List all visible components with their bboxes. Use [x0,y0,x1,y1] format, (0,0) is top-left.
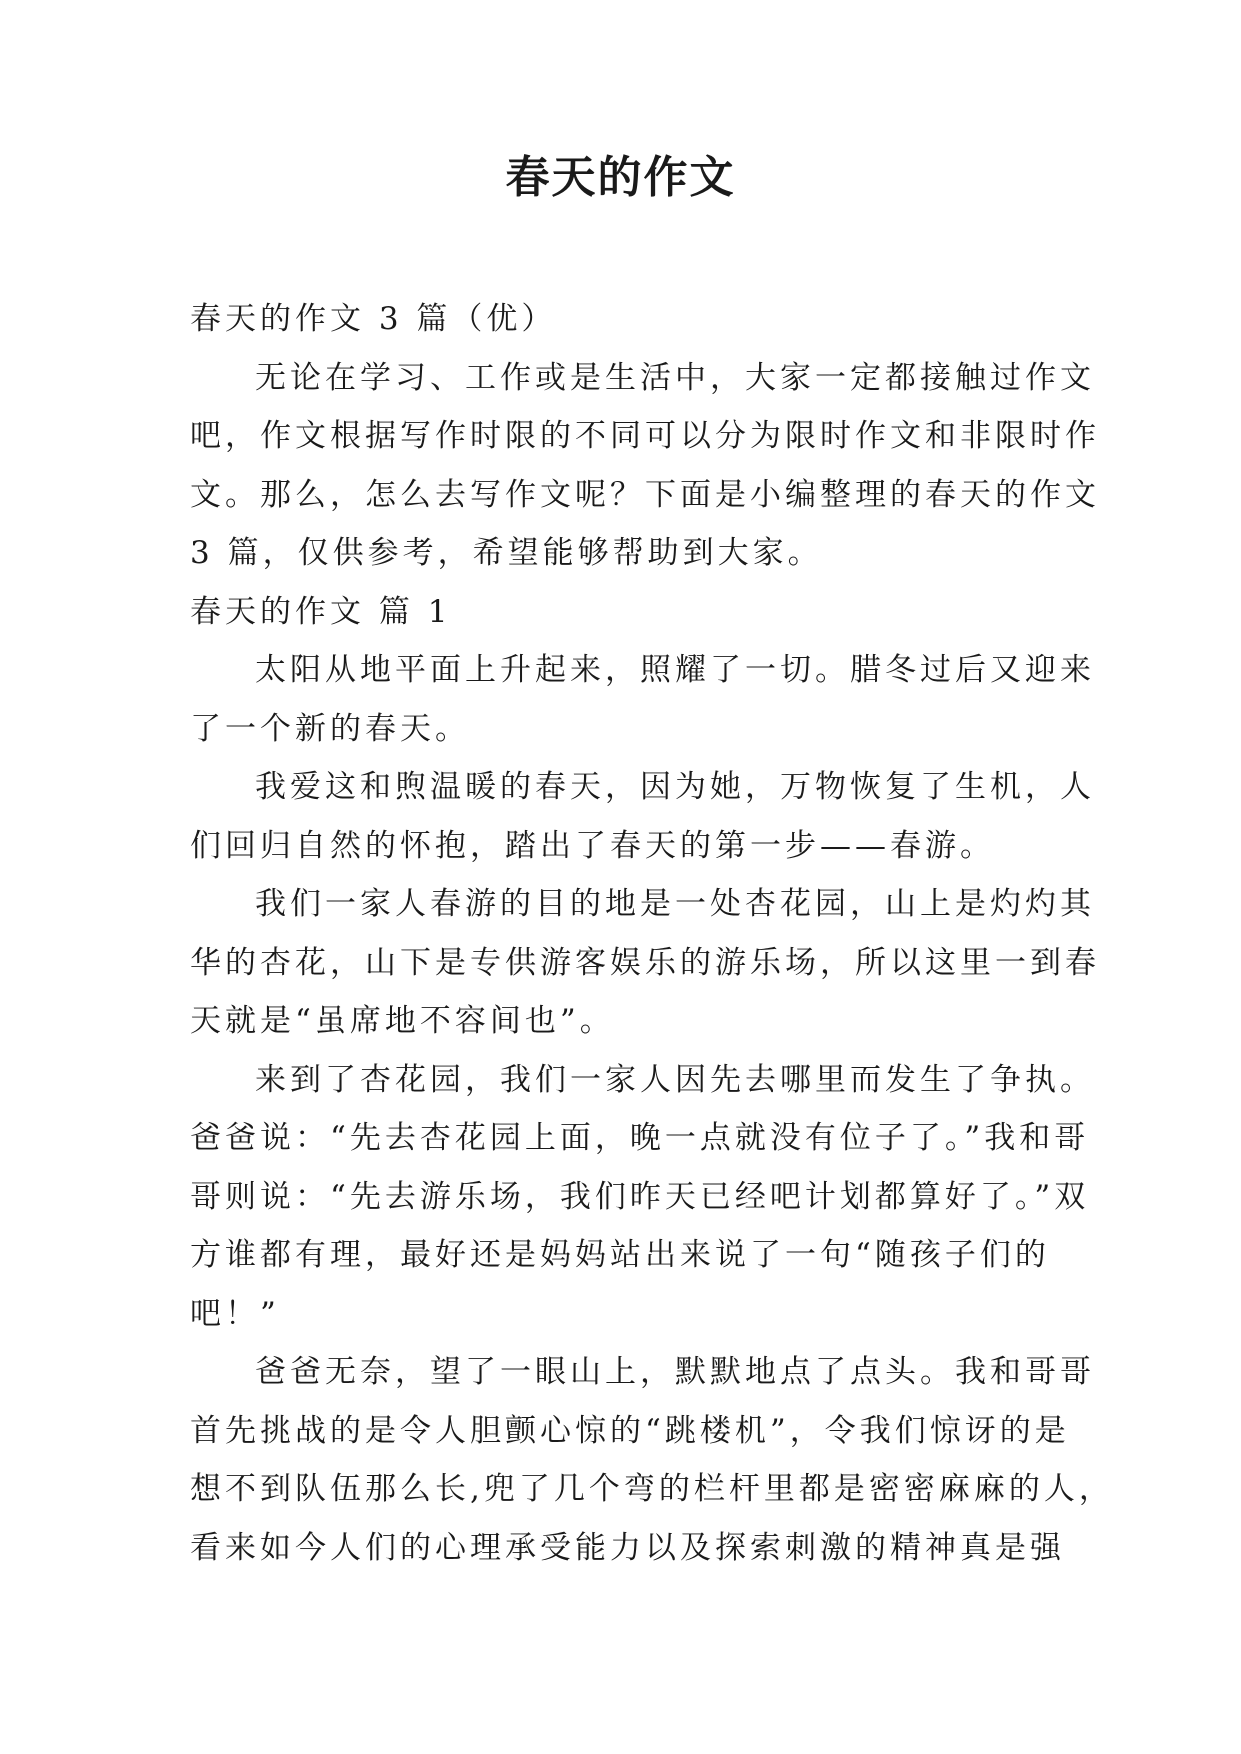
text-line: 来到了杏花园，我们一家人因先去哪里而发生了争执。 [255,1061,1095,1098]
text-line: 文。那么，怎么去写作文呢？下面是小编整理的春天的作文 [190,476,1100,513]
text-line: 爸爸无奈，望了一眼山上，默默地点了点头。我和哥哥 [255,1354,1095,1390]
text-line: 我们一家人春游的目的地是一处杏花园，山上是灼灼其 [255,886,1095,922]
text-line: 吧！” [190,1295,280,1332]
text-line: 哥则说：“先去游乐场，我们昨天已经吧计划都算好了。”双 [190,1178,1090,1215]
text-line: 天就是“虽席地不容间也”。 [190,1003,615,1039]
text-line: 我爱这和煦温暖的春天，因为她，万物恢复了生机，人 [255,769,1095,805]
text-line: 华的杏花，山下是专供游客娱乐的游乐场，所以这里一到春 [190,944,1100,981]
text-line: 了一个新的春天。 [190,710,470,747]
text-line: 3 篇，仅供参考，希望能够帮助到大家。 [190,535,823,571]
text-line: 爸爸说：“先去杏花园上面，晚一点就没有位子了。”我和哥 [190,1120,1090,1156]
text-line: 无论在学习、工作或是生活中，大家一定都接触过作文 [255,359,1095,396]
text-line: 方谁都有理，最好还是妈妈站出来说了一句“随孩子们的 [190,1237,1050,1273]
document-body [190,290,1114,1577]
text-line: 们回归自然的怀抱，踏出了春天的第一步——春游。 [190,827,995,864]
text-line: 想不到队伍那么长,兜了几个弯的栏杆里都是密密麻麻的人， [190,1471,1114,1507]
text-line: 首先挑战的是令人胆颤心惊的“跳楼机”，令我们惊讶的是 [190,1412,1070,1449]
text-line: 看来如今人们的心理承受能力以及探索刺激的精神真是强 [190,1529,1065,1566]
text-line: 太阳从地平面上升起来，照耀了一切。腊冬过后又迎来 [255,652,1095,688]
text-line: 吧，作文根据写作时限的不同可以分为限时作文和非限时作 [190,418,1100,454]
text-line: 春天的作文 3 篇（优） [190,301,557,337]
text-line: 春天的作文 篇 1 [190,593,452,630]
document-title: 春天的作文 [505,152,736,203]
